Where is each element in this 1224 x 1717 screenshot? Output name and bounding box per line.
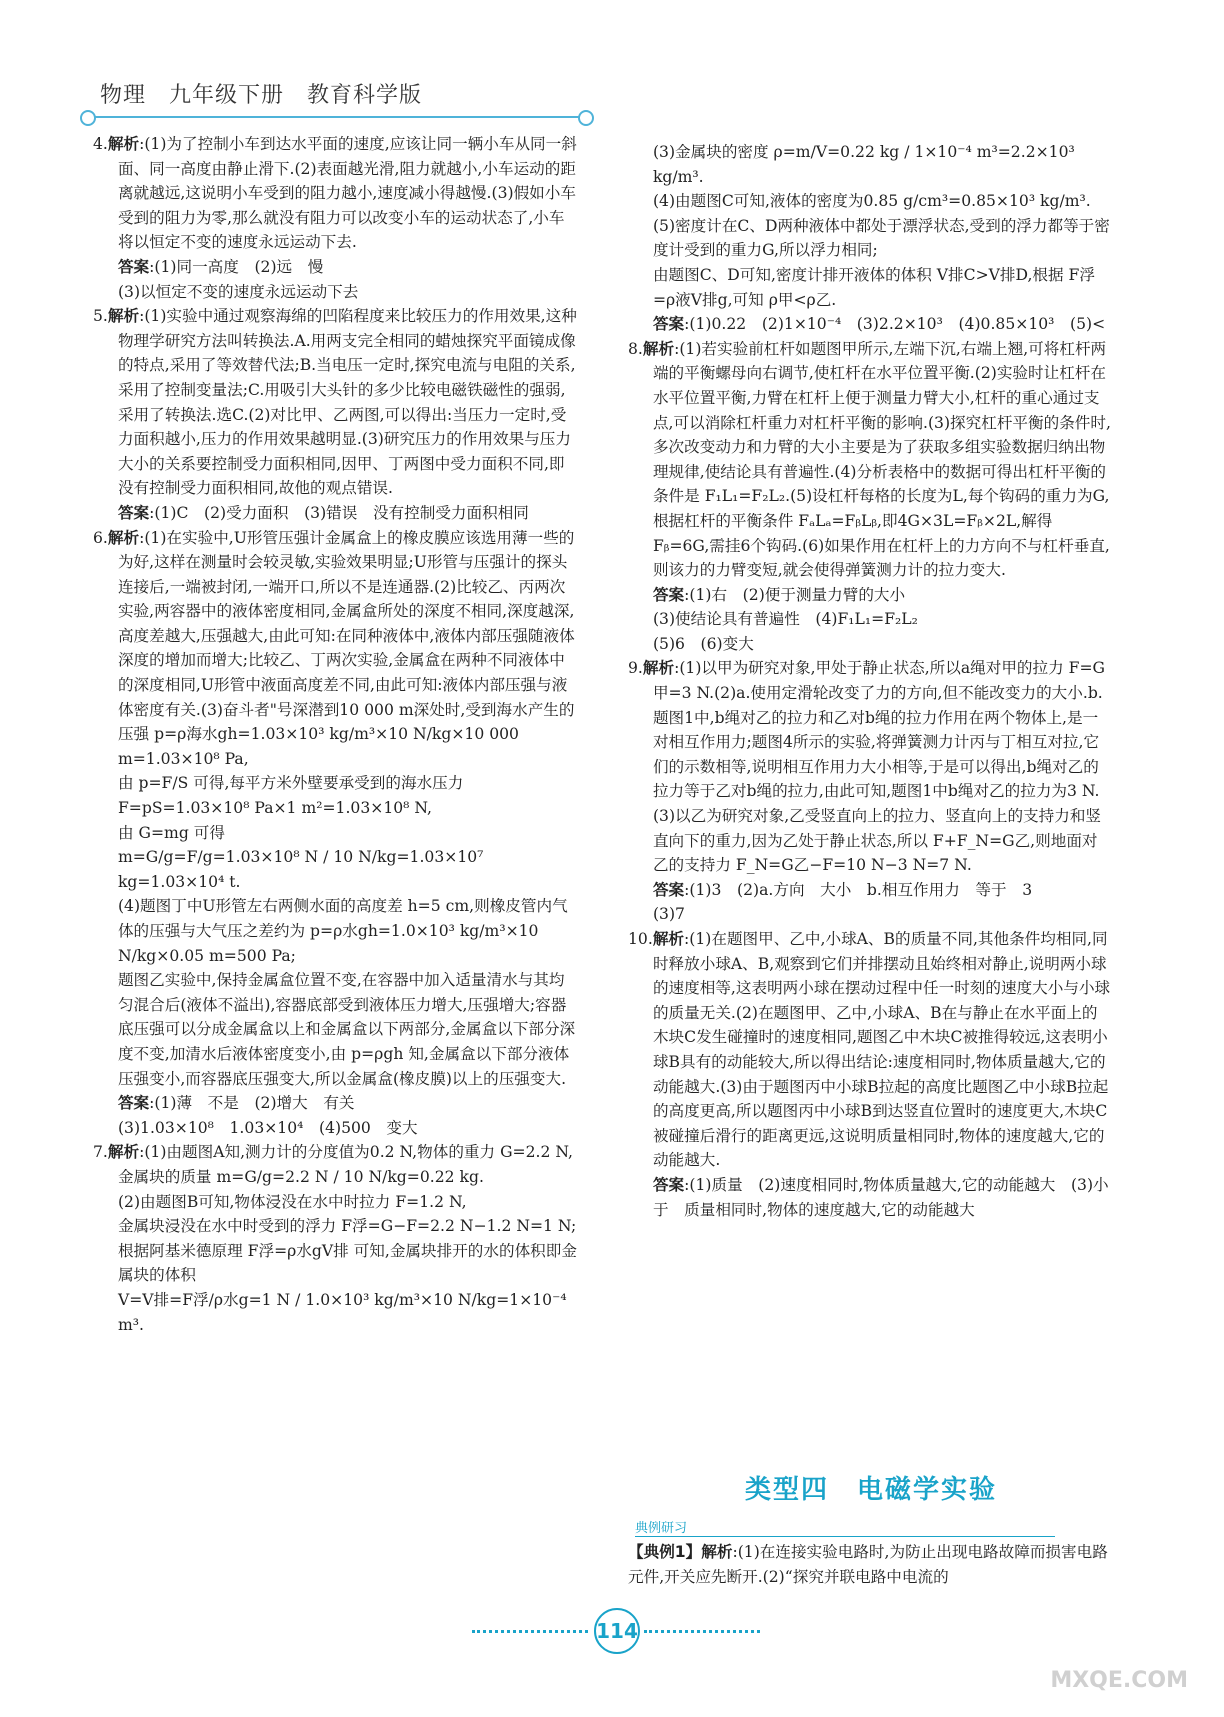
footer-dots-right	[644, 1630, 760, 1633]
header-dot-left	[80, 110, 96, 126]
question-item	[628, 337, 1113, 583]
item-text: :(1)在题图甲、乙中,小球A、B的质量不同,其他条件均相同,同时释放小球A、B,观察到它们并排摆动且始终相对静止,说明两小球的速度相等,这表明两小球在摆动过程中任一时刻的速度大小与小球的质量无关.(2)在题图甲、乙中,小球A、B在与静止在水平面上的木块C发生碰撞时的速度相同,题图乙中木块C被推得较远,这表明小球B具有的动能较大,所以得出结论:速度相同时,物体质量越大,它的动能越大.(3)由于题图丙中小球B拉起的高度比题图乙中小球B拉起的高度更高,所以题图丙中小球B到达竖直位置时的速度更大,木块C被碰撞后滑行的距离更远,这说明质量相同时,物体的速度越大,它的动能越大.	[652, 930, 1111, 1170]
item-label: 答案	[652, 315, 685, 334]
right-column	[628, 140, 1113, 1222]
question-number: 10.	[628, 930, 653, 948]
answer-line	[93, 1091, 578, 1116]
answer-line	[628, 312, 1113, 337]
item-label: 答案	[652, 880, 685, 899]
answer-line	[93, 255, 578, 280]
section-title: 类型四 电磁学实验	[745, 1475, 998, 1505]
item-text: :(1)质量 (2)速度相同时,物体质量越大,它的动能越大 (3)小于 质量相同时,物体的速度越大,它的动能越大	[652, 1175, 1109, 1219]
item-label: 解析	[652, 930, 685, 948]
example-analysis-label: 解析	[701, 1543, 733, 1561]
item-text: F=pS=1.03×10⁸ Pa×1 m²=1.03×10⁸ N,	[117, 799, 432, 818]
text-line	[628, 902, 1113, 927]
item-text: 金属块的质量 m=G/g=2.2 N / 10 N/kg=0.22 kg.	[117, 1167, 484, 1186]
item-text: :(1)在实验中,U形管压强计金属盒上的橡皮膜应该选用薄一些的为好,这样在测量时会较灵敏,实验效果明显;U形管与压强计的探头连接后,一端被封闭,一端开口,所以不是连通器.(2)比较乙、丙两次实验,两容器中的液体密度相同,金属盒所处的深度不相同,深度越深,高度差越大,压强越大,由此可知:在同种液体中,液体内部压强随液体深度的增加而增大;比较乙、丁两次实验,金属盒在两种不同液体中的深度相同,U形管中液面高度差不同,由此可知:液体内部压强与液体密度有关.(3)奋斗者"号深潜到10 000 m深处时,受到海水产生的压强 p=ρ海水gh=1.03×10³ kg/m³×10 N/kg×10 000 m=1.03×10⁸ Pa,	[117, 528, 575, 768]
example-label: 【典例1】	[628, 1543, 702, 1561]
example-text: :(1)在连接实验电路时,为防止出现电路故障而损害电路元件,开关应先断开.(2)“探究并联电路中电流的	[628, 1543, 1108, 1586]
question-item	[93, 132, 578, 255]
example-1	[628, 1540, 1113, 1589]
question-item	[93, 304, 578, 501]
text-line	[628, 214, 1113, 263]
question-number: 5.	[93, 307, 108, 326]
item-text: :(1)0.22 (2)1×10⁻⁴ (3)2.2×10³ (4)0.85×10³ (5)<	[684, 315, 1106, 334]
item-text: :(1)右 (2)便于测量力臂的大小	[684, 585, 906, 604]
item-text: (4)由题图C可知,液体的密度为0.85 g/cm³=0.85×10³ kg/m³.	[652, 192, 1091, 211]
question-item	[628, 656, 1113, 877]
question-number: 9.	[628, 659, 643, 678]
text-line	[93, 1214, 578, 1239]
watermark-logo: MXQE.COM	[1050, 1668, 1188, 1693]
item-text: :(1)以甲为研究对象,甲处于静止状态,所以a绳对甲的拉力 F=G甲=3 N.(2)a.使用定滑轮改变了力的方向,但不能改变力的大小.b.题图1中,b绳对乙的拉力和乙对b绳的拉力作用在两个物体上,是一对相互作用力;题图4所示的实验,将弹簧测力计丙与丁相互对拉,它们的示数相等,说明相互作用力大小相等,于是可以得出,b绳对乙的拉力等于乙对b绳的拉力,由此可知,题图1中b绳对乙的拉力为3 N.(3)以乙为研究对象,乙受竖直向上的拉力、竖直向上的支持力和竖直向下的重力,因为乙处于静止状态,所以 F+F_N=G乙,则地面对乙的支持力 F_N=G乙−F=10 N−3 N=7 N.	[652, 659, 1106, 875]
item-label: 答案	[117, 1094, 150, 1113]
item-text: :(1)薄 不是 (2)增大 有关	[149, 1094, 355, 1113]
page-number: 114	[594, 1608, 640, 1654]
item-text: 由 G=mg 可得	[117, 823, 225, 842]
item-label: 答案	[117, 503, 150, 522]
item-label: 解析	[107, 1143, 140, 1162]
item-text: :(1)3 (2)a.方向 大小 b.相互作用力 等于 3	[684, 880, 1033, 899]
answer-line	[93, 501, 578, 526]
text-line	[628, 607, 1113, 632]
answer-line	[628, 583, 1113, 608]
question-number: 4.	[93, 135, 108, 153]
text-line	[628, 263, 1113, 312]
item-text: 根据阿基米德原理 F浮=ρ水gV排 可知,金属块排开的水的体积即金属块的体积	[117, 1241, 577, 1285]
text-line	[93, 1116, 578, 1141]
question-number: 6.	[93, 528, 108, 547]
item-text: :(1)由题图A知,测力计的分度值为0.2 N,物体的重力 G=2.2 N,	[139, 1143, 573, 1162]
text-line	[93, 894, 578, 968]
item-label: 答案	[117, 257, 150, 276]
text-line	[93, 1239, 578, 1288]
item-text: (5)密度计在C、D两种液体中都处于漂浮状态,受到的浮力都等于密度计受到的重力G,所以浮力相同;	[652, 216, 1110, 260]
item-text: 由 p=F/S 可得,每平方米外壁要承受到的海水压力	[117, 774, 464, 793]
text-line	[93, 796, 578, 821]
section-subtag: 典例研习	[635, 1517, 1055, 1537]
item-text: 金属块浸没在水中时受到的浮力 F浮=G−F=2.2 N−1.2 N=1 N;	[117, 1217, 577, 1236]
item-text: (3)使结论具有普遍性 (4)F₁L₁=F₂L₂	[652, 610, 918, 629]
item-text: :(1)同一高度 (2)远 慢	[149, 257, 324, 276]
question-number: 8.	[628, 339, 643, 358]
text-line	[628, 140, 1113, 189]
item-label: 解析	[642, 339, 675, 358]
item-text: :(1)为了控制小车到达水平面的速度,应该让同一辆小车从同一斜面、同一高度由静止滑下.(2)表面越光滑,阻力就越小,小车运动的距离就越远,这说明小车受到的阻力越小,速度减小得越慢.(3)假如小车受到的阻力为零,那么就没有阻力可以改变小车的运动状态了,小车将以恒定不变的速度永远运动下去.	[117, 135, 577, 252]
item-label: 解析	[107, 135, 140, 153]
item-text: :(1)若实验前杠杆如题图甲所示,左端下沉,右端上翘,可将杠杆两端的平衡螺母向右调节,使杠杆在水平位置平衡.(2)实验时让杠杆在水平位置平衡,力臂在杠杆上便于测量力臂大小,杠杆的重心通过支点,可以消除杠杆重力对杠杆平衡的影响.(3)探究杠杆平衡的条件时,多次改变动力和力臂的大小主要是为了获取多组实验数据归纳出物理规律,使结论具有普遍性.(4)分析表格中的数据可得出杠杆平衡的条件是 F₁L₁=F₂L₂.(5)设杠杆每格的长度为L,每个钩码的重力为G,根据杠杆的平衡条件 FₐLₐ=FᵦLᵦ,即4G×3L=Fᵦ×2L,解得 Fᵦ=6G,需挂6个钩码.(6)如果作用在杠杆上的力方向不与杠杆垂直,则该力的力臂变短,就会使得弹簧测力计的拉力变大.	[652, 339, 1111, 580]
item-label: 解析	[642, 659, 675, 678]
item-text: (3)以恒定不变的速度永远运动下去	[117, 282, 359, 301]
item-label: 答案	[652, 1175, 685, 1194]
item-label: 解析	[107, 528, 140, 547]
text-line	[93, 280, 578, 305]
item-label: 答案	[652, 585, 685, 604]
text-line	[93, 821, 578, 846]
item-text: :(1)C (2)受力面积 (3)错误 没有控制受力面积相同	[149, 503, 529, 522]
text-line	[93, 1165, 578, 1190]
item-text: 由题图C、D可知,密度计排开液体的体积 V排C>V排D,根据 F浮=ρ液V排g,可知 ρ甲<ρ乙.	[652, 265, 1095, 309]
text-line	[628, 632, 1113, 657]
text-line	[628, 189, 1113, 214]
item-text: V=V排=F浮/ρ水g=1 N / 1.0×10³ kg/m³×10 N/kg=1×10⁻⁴ m³.	[117, 1290, 567, 1334]
item-text: (3)1.03×10⁸ 1.03×10⁴ (4)500 变大	[117, 1118, 418, 1137]
text-line	[93, 1288, 578, 1337]
text-line	[93, 845, 578, 894]
header-title: 物理 九年级下册 教育科学版	[100, 83, 423, 108]
header-dot-right	[578, 110, 594, 126]
answer-line	[628, 878, 1113, 903]
text-line	[93, 1190, 578, 1215]
left-column	[93, 132, 578, 1337]
item-text: m=G/g=F/g=1.03×10⁸ N / 10 N/kg=1.03×10⁷ kg=1.03×10⁴ t.	[117, 848, 484, 891]
question-number: 7.	[93, 1143, 108, 1162]
question-item	[628, 927, 1113, 1173]
header-rule	[86, 116, 586, 118]
item-text: 题图乙实验中,保持金属盒位置不变,在容器中加入适量清水与其均匀混合后(液体不溢出),容器底部受到液体压力增大,压强增大;容器底压强可以分成金属盒以上和金属盒以下两部分,金属盒以下部分深度不变,加清水后液体密度变小,由 p=ρgh 知,金属盒以下部分液体压强变小,而容器底压强变大,所以金属盒(橡皮膜)以上的压强变大.	[117, 971, 576, 1088]
item-text: (3)7	[652, 905, 685, 924]
answer-line	[628, 1173, 1113, 1222]
question-item	[93, 526, 578, 772]
item-text: (5)6 (6)变大	[652, 634, 754, 653]
question-item	[93, 1140, 578, 1165]
item-text: (3)金属块的密度 ρ=m/V=0.22 kg / 1×10⁻⁴ m³=2.2×10³ kg/m³.	[652, 143, 1075, 186]
text-line	[93, 968, 578, 1091]
item-label: 解析	[107, 307, 140, 326]
text-line	[93, 771, 578, 796]
item-text: (4)题图丁中U形管左右两侧水面的高度差 h=5 cm,则橡皮管内气体的压强与大气压之差约为 p=ρ水gh=1.0×10³ kg/m³×10 N/kg×0.05 m=500 Pa;	[117, 897, 568, 965]
item-text: :(1)实验中通过观察海绵的凹陷程度来比较压力的作用效果,这种物理学研究方法叫转换法.A.用两支完全相同的蜡烛探究平面镜成像的特点,采用了等效替代法;B.当电压一定时,探究电流与电阻的关系,采用了控制变量法;C.用吸引大头针的多少比较电磁铁磁性的强弱,采用了转换法.选C.(2)对比甲、乙两图,可以得出:当压力一定时,受力面积越小,压力的作用效果越明显.(3)研究压力的作用效果与压力大小的关系要控制受力面积相同,因甲、丁两图中受力面积不同,即没有控制受力面积相同,故他的观点错误.	[117, 307, 577, 498]
footer-dots-left	[472, 1630, 588, 1633]
item-text: (2)由题图B可知,物体浸没在水中时拉力 F=1.2 N,	[117, 1192, 467, 1211]
